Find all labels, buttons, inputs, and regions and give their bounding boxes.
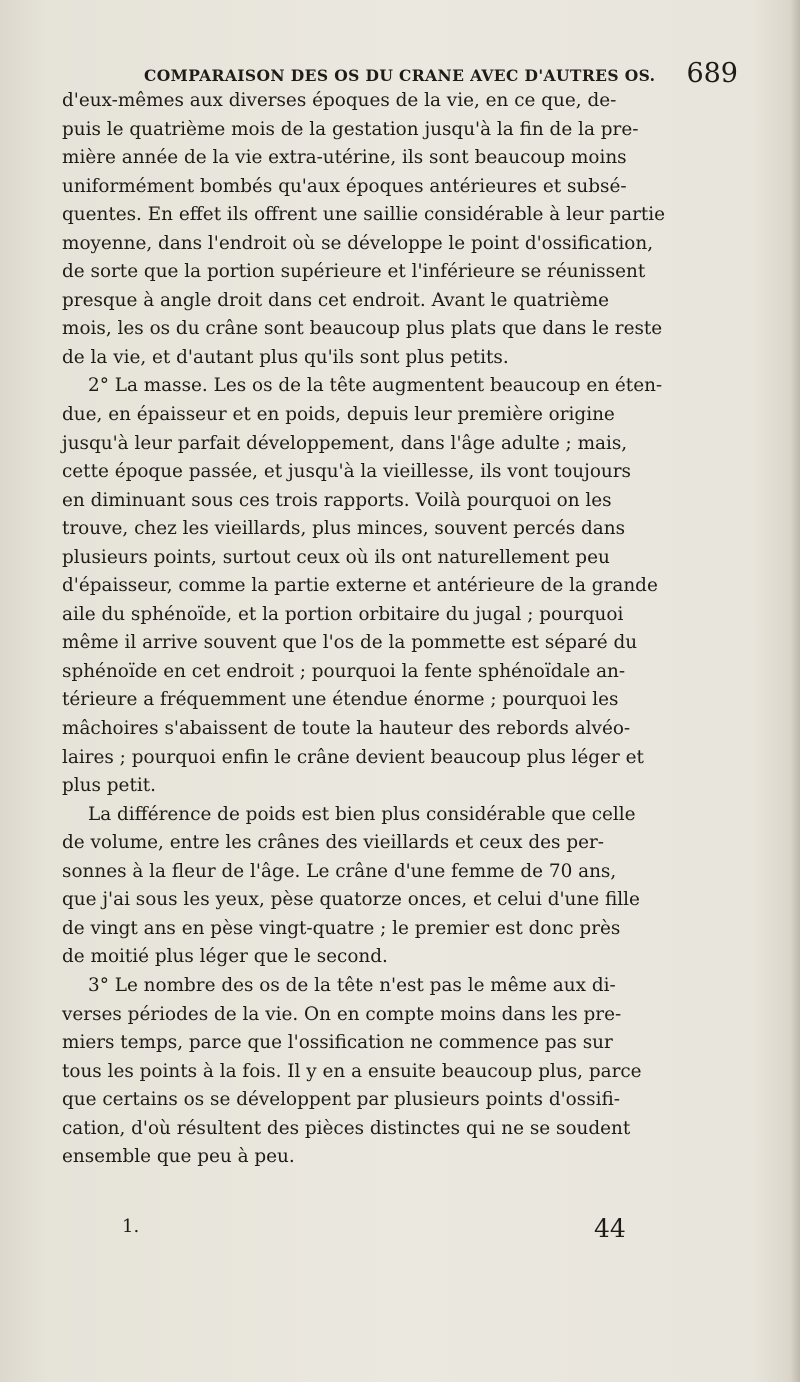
- text-line: plusieurs points, surtout ceux où ils ont naturellement peu: [62, 546, 610, 568]
- text-line: sonnes à la fleur de l'âge. Le crâne d'une femme de 70 ans,: [62, 860, 617, 882]
- text-line: La différence de poids est bien plus considérable que celle: [88, 803, 636, 825]
- text-line: 2° La masse. Les os de la tête augmentent beaucoup en éten-: [88, 375, 663, 397]
- text-line: laires ; pourquoi enfin le crâne devient beaucoup plus léger et: [62, 746, 644, 768]
- text-line: ensemble que peu à peu.: [62, 1146, 295, 1168]
- text-line: de sorte que la portion supérieure et l'inférieure se réunissent: [62, 261, 646, 283]
- text-line: aile du sphénoïde, et la portion orbitaire du jugal ; pourquoi: [62, 603, 624, 625]
- text-line: cette époque passée, et jusqu'à la vieillesse, ils vont toujours: [62, 461, 631, 483]
- running-title: COMPARAISON DES OS DU CRANE AVEC D'AUTRES OS.: [144, 66, 656, 85]
- text-line: de volume, entre les crânes des vieillards et ceux des per-: [62, 832, 604, 854]
- text-line: mâchoires s'abaissent de toute la hauteur des rebords alvéo-: [62, 718, 631, 740]
- text-line: quentes. En effet ils offrent une saillie considérable à leur partie: [62, 204, 666, 226]
- text-line: presque à angle droit dans cet endroit. Avant le quatrième: [62, 289, 610, 311]
- signature-mark: 1.: [122, 1216, 140, 1237]
- page-footer: [62, 1214, 710, 1248]
- text-line: verses périodes de la vie. On en compte moins dans les pre-: [62, 1003, 622, 1025]
- text-line: térieure a fréquemment une étendue énorme ; pourquoi les: [62, 689, 619, 711]
- text-line: uniformément bombés qu'aux époques antérieures et subsé-: [62, 175, 627, 197]
- text-line: que j'ai sous les yeux, pèse quatorze onces, et celui d'une fille: [62, 889, 640, 911]
- text-line: trouve, chez les vieillards, plus minces, souvent percés dans: [62, 518, 626, 540]
- text-line: tous les points à la fois. Il y en a ensuite beaucoup plus, parce: [62, 1060, 642, 1082]
- text-line: due, en épaisseur et en poids, depuis leur première origine: [62, 404, 615, 426]
- text-line: que certains os se développent par plusieurs points d'ossifi-: [62, 1089, 620, 1111]
- page-edge-shadow: [790, 0, 800, 1382]
- text-line: de la vie, et d'autant plus qu'ils sont plus petits.: [62, 346, 509, 368]
- text-line: de vingt ans en pèse vingt-quatre ; le premier est donc près: [62, 917, 621, 939]
- text-line: même il arrive souvent que l'os de la pommette est séparé du: [62, 632, 638, 654]
- text-line: jusqu'à leur parfait développement, dans l'âge adulte ; mais,: [62, 432, 628, 454]
- text-line: en diminuant sous ces trois rapports. Voilà pourquoi on les: [62, 489, 612, 511]
- text-line: plus petit.: [62, 775, 156, 797]
- text-line: puis le quatrième mois de la gestation jusqu'à la fin de la pre-: [62, 118, 639, 140]
- text-line: miers temps, parce que l'ossification ne commence pas sur: [62, 1032, 613, 1054]
- text-line: 3° Le nombre des os de la tête n'est pas le même aux di-: [88, 974, 616, 996]
- text-line: de moitié plus léger que le second.: [62, 946, 388, 968]
- sheet-number: 44: [594, 1214, 626, 1243]
- text-line: mois, les os du crâne sont beaucoup plus plats que dans le reste: [62, 318, 663, 340]
- text-line: cation, d'où résultent des pièces distinctes qui ne se soudent: [62, 1117, 631, 1139]
- text-line: sphénoïde en cet endroit ; pourquoi la fente sphénoïdale an-: [62, 660, 626, 682]
- text-line: mière année de la vie extra-utérine, ils sont beaucoup moins: [62, 147, 627, 169]
- text-line: d'épaisseur, comme la partie externe et antérieure de la grande: [62, 575, 658, 597]
- text-line: d'eux-mêmes aux diverses époques de la vie, en ce que, de-: [62, 90, 617, 111]
- text-line: moyenne, dans l'endroit où se développe le point d'ossification,: [62, 232, 654, 254]
- body-text: [62, 87, 710, 1172]
- page-number: 689: [686, 58, 738, 89]
